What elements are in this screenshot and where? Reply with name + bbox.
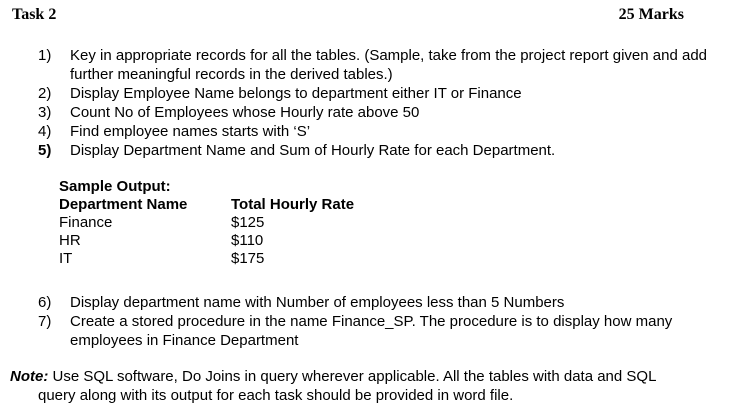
task-item-1 bbox=[38, 46, 720, 84]
column-header-total-rate: Total Hourly Rate bbox=[231, 196, 355, 213]
task-text: Display department name with Number of employees less than 5 Numbers bbox=[70, 294, 565, 311]
note-text-1: Use SQL software, Do Joins in query wherever applicable. All the tables with data and SQL bbox=[48, 368, 657, 385]
task-item-6 bbox=[38, 293, 720, 312]
task-item-3 bbox=[38, 103, 720, 122]
note-text-2: query along with its output for each task should be provided in word file. bbox=[38, 387, 514, 404]
table-cell-department: HR bbox=[59, 232, 81, 249]
sample-output-table bbox=[59, 196, 391, 268]
task-number: 4) bbox=[38, 123, 52, 140]
sample-output-title: Sample Output: bbox=[59, 178, 171, 195]
sample-output bbox=[59, 178, 391, 268]
table-cell-rate: $175 bbox=[231, 250, 265, 267]
table-cell-rate: $110 bbox=[231, 232, 264, 249]
task-number: 3) bbox=[38, 104, 52, 121]
task-text: Find employee names starts with ‘S’ bbox=[70, 123, 311, 140]
task-text: Display Employee Name belongs to department either IT or Finance bbox=[70, 85, 522, 102]
task-number: 7) bbox=[38, 313, 52, 330]
task-number: 2) bbox=[38, 85, 52, 102]
task-text: Display Department Name and Sum of Hourly Rate for each Department. bbox=[70, 142, 556, 159]
task-number: 5) bbox=[38, 142, 52, 159]
task-item-4 bbox=[38, 122, 720, 141]
note-label: Note: bbox=[10, 368, 49, 385]
task-list-second bbox=[38, 293, 720, 350]
table-cell-rate: $125 bbox=[231, 214, 265, 231]
task-number: 6) bbox=[38, 294, 52, 311]
task-list-first bbox=[38, 46, 720, 160]
column-header-department: Department Name bbox=[59, 196, 188, 213]
note-paragraph bbox=[10, 367, 725, 405]
task-number: 1) bbox=[38, 47, 52, 64]
task-item-5 bbox=[38, 141, 720, 160]
task-text: Key in appropriate records for all the tables. (Sample, take from the project report given and add further meaningful records in the derived tables.) bbox=[70, 47, 708, 83]
task-text: Create a stored procedure in the name Finance_SP. The procedure is to display how many employees in Finance Department bbox=[70, 313, 673, 349]
task-text: Count No of Employees whose Hourly rate above 50 bbox=[70, 104, 420, 121]
task-item-2 bbox=[38, 84, 720, 103]
task-marks: 25 Marks bbox=[618, 6, 684, 23]
task-item-7 bbox=[38, 312, 720, 350]
table-cell-department: Finance bbox=[59, 214, 113, 231]
task-title: Task 2 bbox=[12, 6, 57, 23]
note-line-1 bbox=[10, 367, 725, 386]
table-cell-department: IT bbox=[59, 250, 73, 267]
